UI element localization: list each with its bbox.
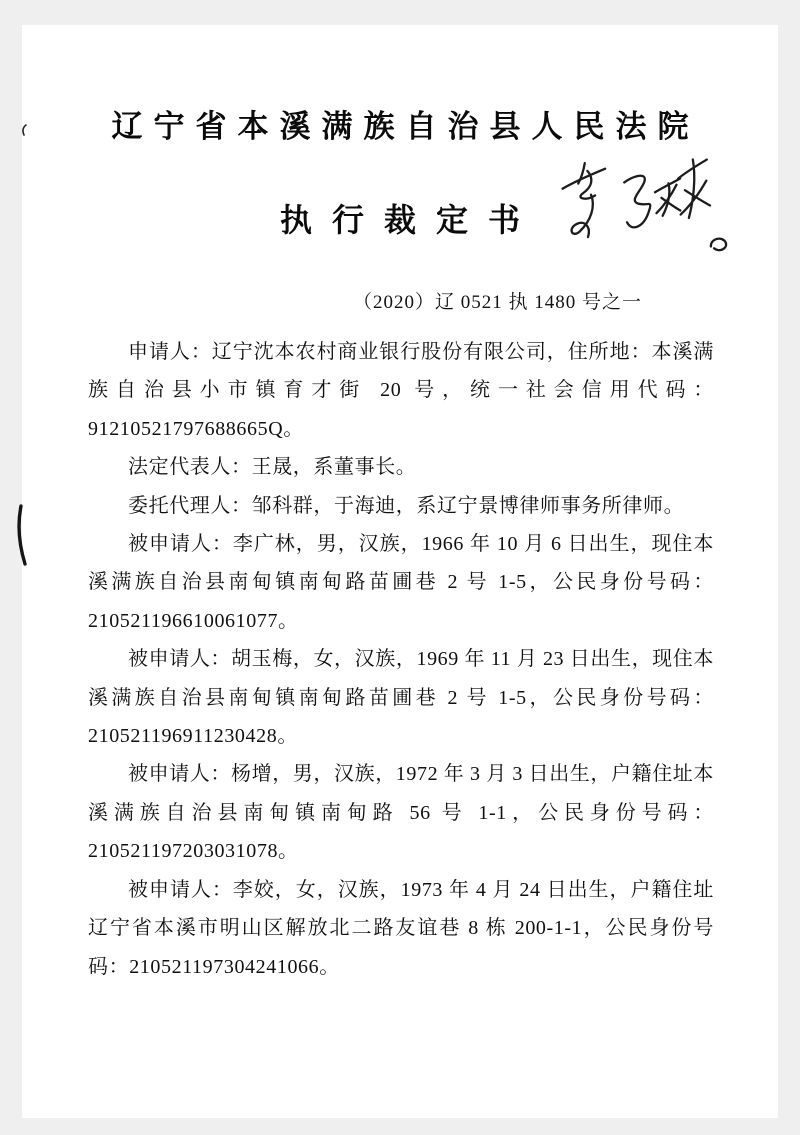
- document-title: 执 行 裁 定 书: [279, 202, 526, 238]
- paragraph-attorneys: 委托代理人：邹科群，于海迪，系辽宁景博律师事务所律师。: [128, 494, 685, 517]
- scan-speck-mark: [19, 123, 29, 137]
- paragraph-applicant: 申请人：辽宁沈本农村商业银行股份有限公司，住所地：本溪满族自治县小市镇育才街 20 号，统一社会信用代码：91210521797688665Q。: [88, 341, 714, 440]
- paragraph-legal-representative: 法定代表人：王晟，系董事长。: [128, 456, 417, 479]
- paragraph-respondent-3: 被申请人：杨增，男，汉族，1972 年 3 月 3 日出生，户籍住址本溪满族自治县南甸镇南甸路 56 号 1-1，公民身份号码：210521197203031078。: [88, 763, 714, 863]
- document-page: [22, 25, 778, 1118]
- pen-stroke-mark: [14, 503, 28, 569]
- document-body: [88, 333, 714, 986]
- court-name-heading: 辽宁省本溪满族自治县人民法院: [111, 109, 700, 144]
- handwritten-signature: [546, 141, 744, 274]
- case-number: （2020）辽 0521 执 1480 号之一: [353, 292, 643, 313]
- paragraph-respondent-1: 被申请人：李广林，男，汉族，1966 年 10 月 6 日出生，现住本溪满族自治县南甸镇南甸路苗圃巷 2 号 1-5，公民身份号码：210521196610061077。: [88, 533, 714, 632]
- signature-ink-icon: [546, 141, 744, 274]
- paragraph-respondent-2: 被申请人：胡玉梅，女，汉族，1969 年 11 月 23 日出生，现住本溪满族自治县南甸镇南甸路苗圃巷 2 号 1-5，公民身份号码：210521196911230428。: [88, 648, 714, 748]
- paragraph-respondent-4: 被申请人：李姣，女，汉族，1973 年 4 月 24 日出生，户籍住址辽宁省本溪市明山区解放北二路友谊巷 8 栋 200-1-1，公民身份号码：210521197304241066。: [88, 878, 714, 978]
